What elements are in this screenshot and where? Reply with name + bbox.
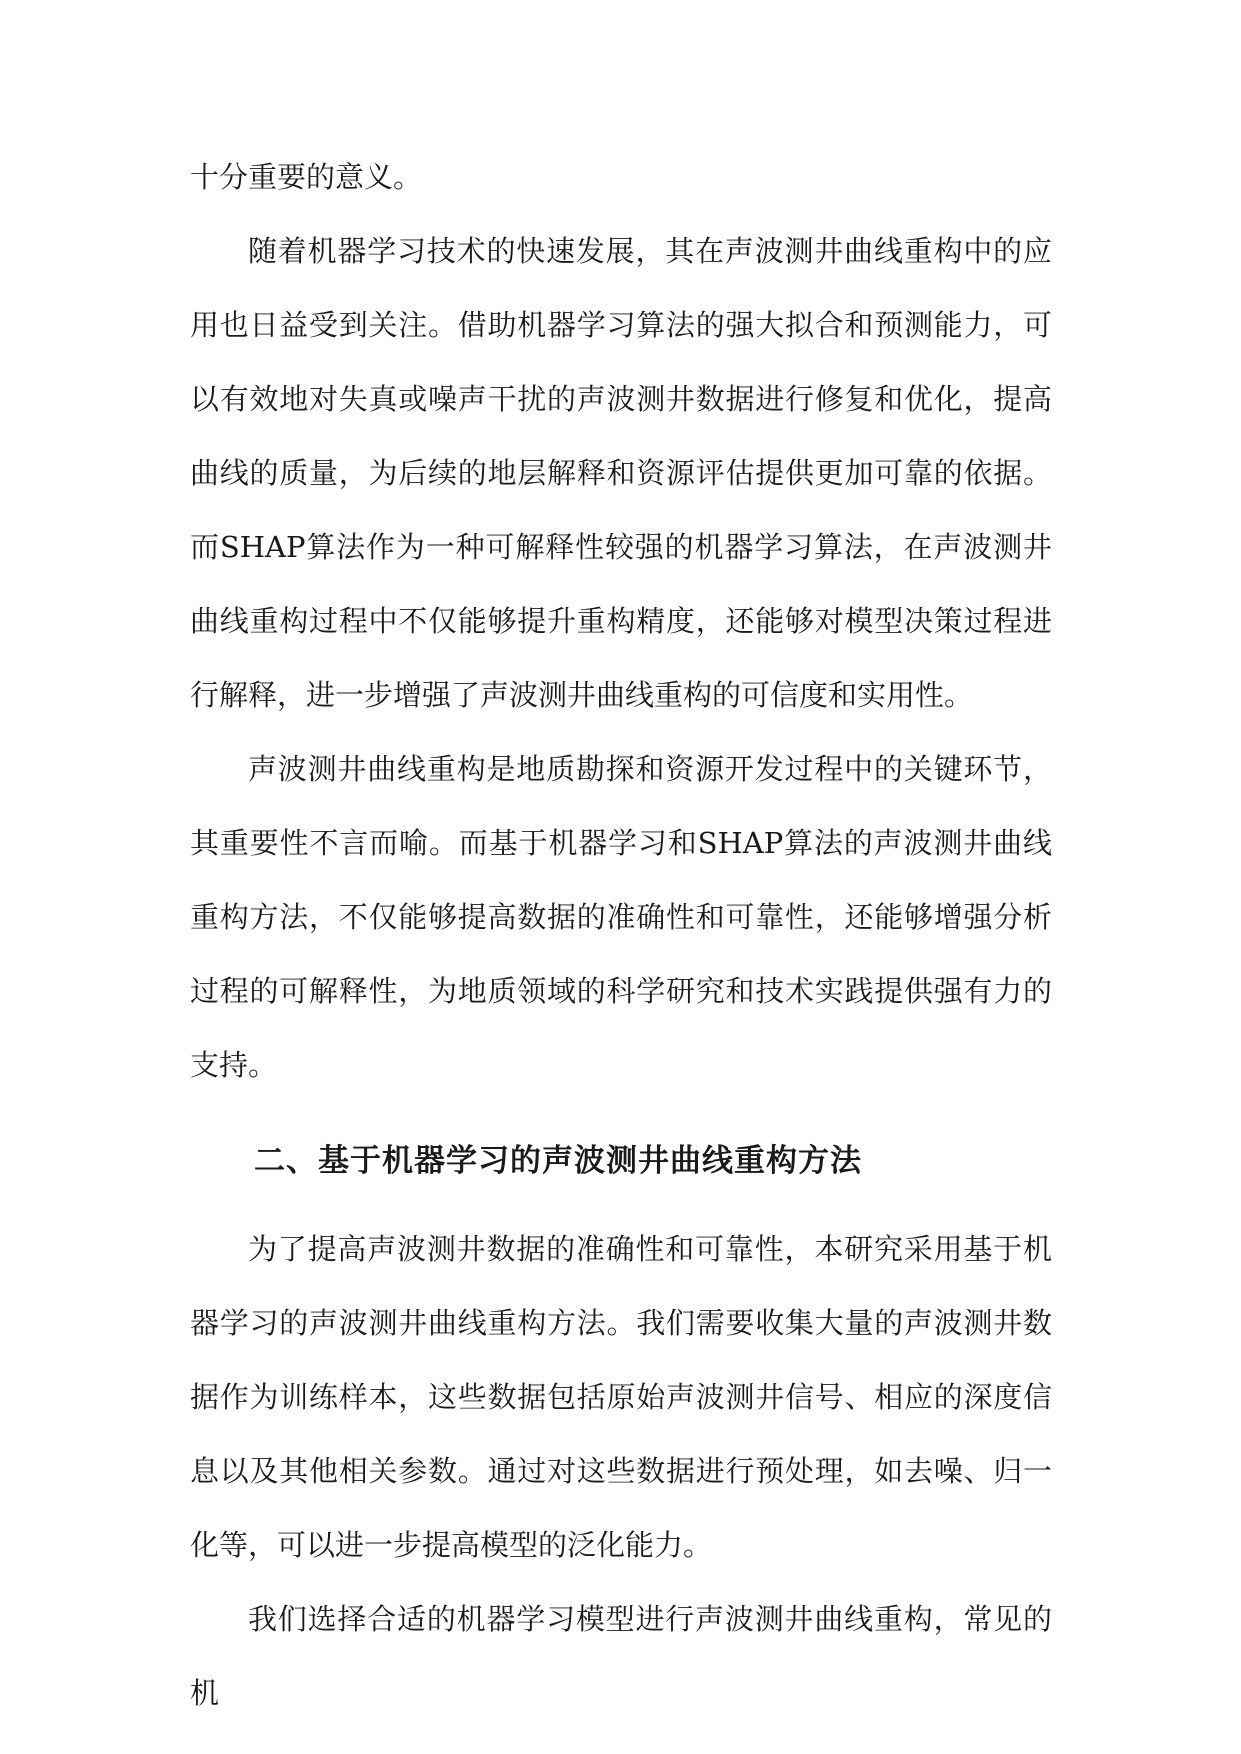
paragraph-continuation: 十分重要的意义。 xyxy=(190,160,423,194)
paragraph-method-data: 为了提高声波测井数据的准确性和可靠性，本研究采用基于机器学习的声波测井曲线重构方法。我们需要收集大量的声波测井数据作为训练样本，这些数据包括原始声波测井信号、相应的深度信息以及其他相关参数。通过对这些数据进行预处理，如去噪、归一化等，可以进一步提高模型的泛化能力。 xyxy=(190,1232,1052,1562)
document-page xyxy=(190,140,1052,1730)
paragraph-ml-application: 随着机器学习技术的快速发展，其在声波测井曲线重构中的应用也日益受到关注。借助机器学习算法的强大拟合和预测能力，可以有效地对失真或噪声干扰的声波测井数据进行修复和优化，提高曲线的质量，为后续的地层解释和资源评估提供更加可靠的依据。而SHAP算法作为一种可解释性较强的机器学习算法，在声波测井曲线重构过程中不仅能够提升重构精度，还能够对模型决策过程进行解释，进一步增强了声波测井曲线重构的可信度和实用性。 xyxy=(190,234,1052,712)
paragraph-model-selection: 我们选择合适的机器学习模型进行声波测井曲线重构，常见的机 xyxy=(190,1602,1052,1710)
section-heading: 二、基于机器学习的声波测井曲线重构方法 xyxy=(254,1143,862,1179)
paragraph-importance: 声波测井曲线重构是地质勘探和资源开发过程中的关键环节，其重要性不言而喻。而基于机器学习和SHAP算法的声波测井曲线重构方法，不仅能够提高数据的准确性和可靠性，还能够增强分析过程的可解释性，为地质领域的科学研究和技术实践提供强有力的支持。 xyxy=(190,752,1052,1082)
